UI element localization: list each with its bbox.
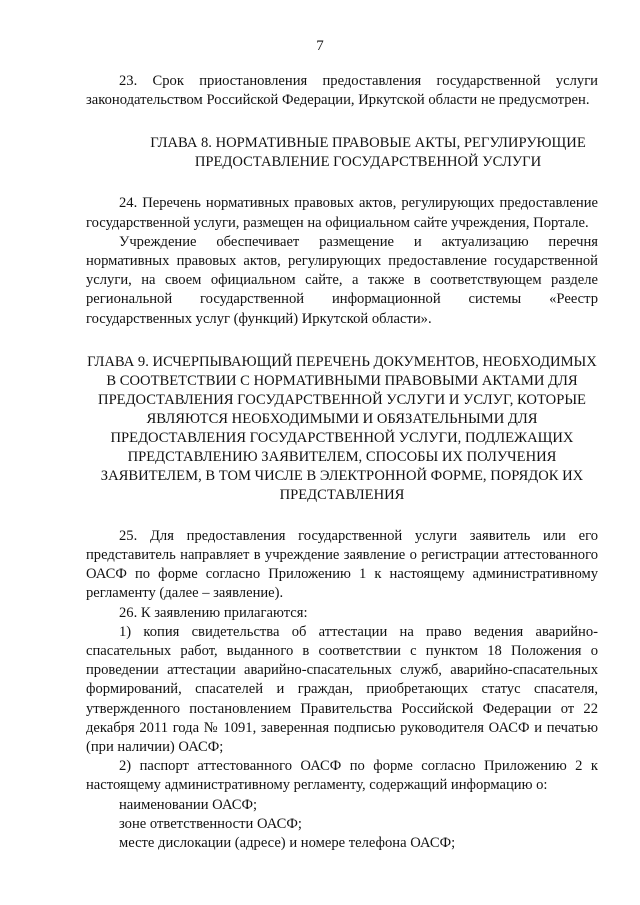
paragraph-26-item-2-c: месте дислокации (адресе) и номере телефона ОАСФ;: [119, 835, 456, 852]
paragraph-26-item-2-b: зоне ответственности ОАСФ;: [119, 815, 302, 832]
paragraph-24: 24. Перечень нормативных правовых актов, регулирующих предоставление государственной услуги, размещен на официальном сайте учреждения, Портале.: [86, 195, 598, 231]
document-body: [86, 72, 598, 853]
paragraph-25: 25. Для предоставления государственной услуги заявитель или его представитель направляет в учреждение заявление о регистрации аттестованного ОАСФ по форме согласно Приложению 1 к настоящему административному регламенту (далее – заявление).: [86, 527, 598, 602]
chapter-9-heading: ГЛАВА 9. ИСЧЕРПЫВАЮЩИЙ ПЕРЕЧЕНЬ ДОКУМЕНТОВ, НЕОБХОДИМЫХ В СООТВЕТСТВИИ С НОРМАТИВНЫМИ ПРАВОВЫМИ АКТАМИ ДЛЯ ПРЕДОСТАВЛЕНИЯ ГОСУДАРСТВЕННОЙ УСЛУГИ И УСЛУГ, КОТОРЫЕ ЯВЛЯЮТСЯ НЕОБХОДИМЫМИ И ОБЯЗАТЕЛЬНЫМИ ДЛЯ ПРЕДОСТАВЛЕНИЯ ГОСУДАРСТВЕННОЙ УСЛУГИ, ПОДЛЕЖАЩИХ ПРЕДСТАВЛЕНИЮ ЗАЯВИТЕЛЕМ, СПОСОБЫ ИХ ПОЛУЧЕНИЯ ЗАЯВИТЕЛЕМ, В ТОМ ЧИСЛЕ В ЭЛЕКТРОННОЙ ФОРМЕ, ПОРЯДОК ИХ ПРЕДСТАВЛЕНИЯ: [87, 353, 597, 503]
page-number: 7: [316, 38, 324, 54]
chapter-8-heading: ГЛАВА 8. НОРМАТИВНЫЕ ПРАВОВЫЕ АКТЫ, РЕГУЛИРУЮЩИЕ ПРЕДОСТАВЛЕНИЕ ГОСУДАРСТВЕННОЙ УСЛУГИ: [150, 135, 586, 171]
paragraph-26-item-2-a: наименовании ОАСФ;: [119, 796, 258, 813]
paragraph-24-continued: Учреждение обеспечивает размещение и актуализацию перечня нормативных правовых актов, регулирующих предоставление государственной услуги, на своем официальном сайте, а также в соответствующем разделе региональной государственной информационной системы «Реестр государственных услуг (функций) Иркутской области».: [86, 233, 598, 327]
paragraph-26-item-1: 1) копия свидетельства об аттестации на право ведения аварийно-спасательных работ, выданного в соответствии с пунктом 18 Положения о проведении аттестации аварийно-спасательных служб, аварийно-спасательных формирований, спасателей и граждан, приобретающих статус спасателя, утвержденного постановлением Правительства Российской Федерации от 22 декабря 2011 года № 1091, заверенная подписью руководителя ОАСФ и печатью (при наличии) ОАСФ;: [86, 623, 598, 756]
paragraph-26: 26. К заявлению прилагаются:: [119, 604, 308, 621]
paragraph-23: 23. Срок приостановления предоставления государственной услуги законодательством Российской Федерации, Иркутской области не предусмотрен.: [86, 73, 598, 109]
paragraph-26-item-2: 2) паспорт аттестованного ОАСФ по форме согласно Приложению 2 к настоящему административному регламенту, содержащий информацию о:: [86, 758, 598, 794]
